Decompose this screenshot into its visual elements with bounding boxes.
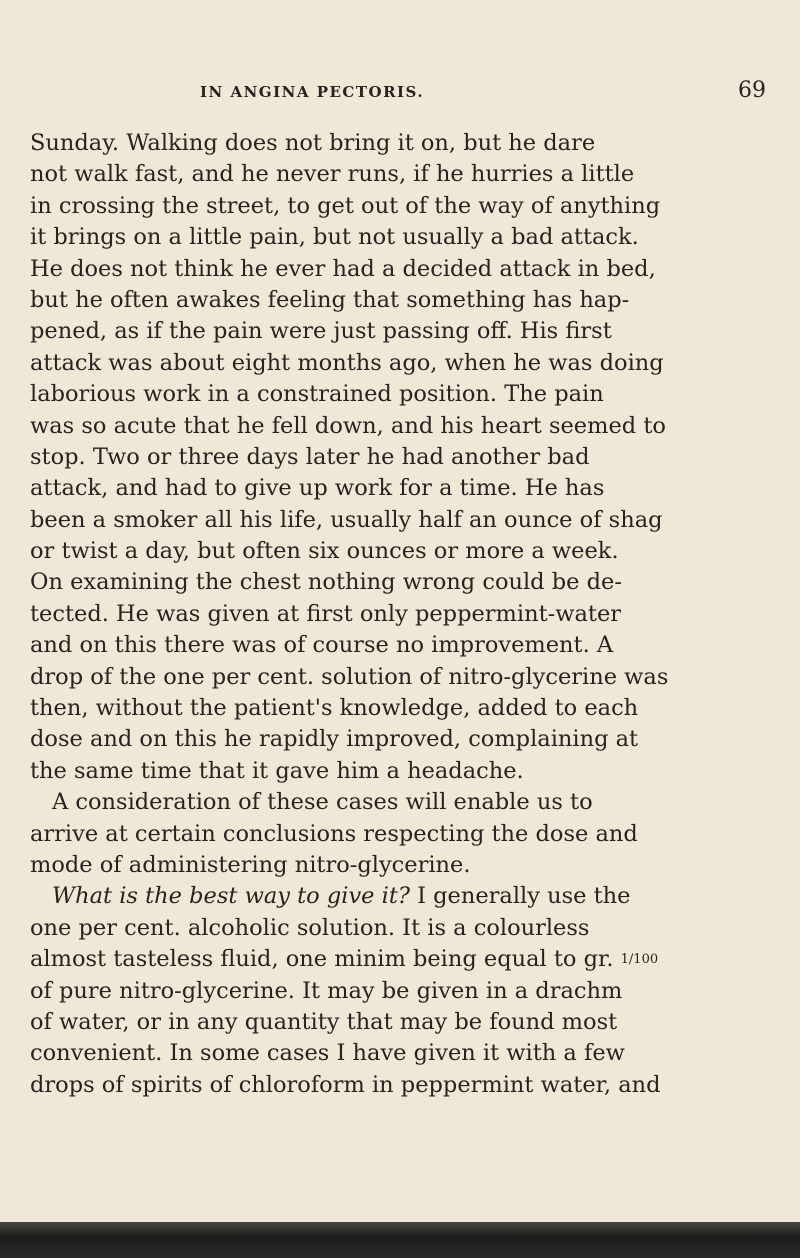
text-line: attack, and had to give up work for a time. He has bbox=[30, 475, 605, 502]
text-line: tected. He was given at first only peppermint-water bbox=[30, 600, 622, 627]
text-line: and on this there was of course no improvement. A bbox=[30, 632, 614, 659]
text-line: but he often awakes feeling that something has hap- bbox=[30, 286, 630, 313]
fraction: 1/100 bbox=[620, 952, 659, 968]
body-text bbox=[30, 128, 768, 1101]
italic-question: What is the best way to give it? bbox=[52, 883, 410, 910]
text-line: On examining the chest nothing wrong could be de- bbox=[30, 569, 622, 596]
text-line: then, without the patient's knowledge, added to each bbox=[30, 695, 639, 722]
running-head: IN ANGINA PECTORIS. bbox=[200, 83, 425, 101]
page-number: 69 bbox=[738, 78, 766, 103]
text-line: attack was about eight months ago, when he was doing bbox=[30, 349, 664, 376]
text-line: it brings on a little pain, but not usually a bad attack. bbox=[30, 224, 639, 251]
text-line: Sunday. Walking does not bring it on, but he dare bbox=[30, 130, 596, 156]
text-line: mode of administering nitro-glycerine. bbox=[30, 851, 471, 878]
text-line: He does not think he ever had a decided attack in bed, bbox=[30, 255, 656, 282]
text-line: drop of the one per cent. solution of nitro-glycerine was bbox=[30, 663, 669, 690]
scan-edge bbox=[0, 1222, 800, 1258]
text-line: not walk fast, and he never runs, if he hurries a little bbox=[30, 161, 635, 188]
text-line: the same time that it gave him a headache. bbox=[30, 757, 524, 784]
text-line: was so acute that he fell down, and his heart seemed to bbox=[30, 412, 666, 439]
text-line: laborious work in a constrained position. The pain bbox=[30, 381, 604, 408]
text-line: one per cent. alcoholic solution. It is a colourless bbox=[30, 914, 590, 941]
text-line: in crossing the street, to get out of the way of anything bbox=[30, 192, 661, 219]
text-line: been a smoker all his life, usually half an ounce of shag bbox=[30, 506, 663, 533]
text-line: drops of spirits of chloroform in peppermint water, and bbox=[30, 1071, 661, 1098]
text-line: arrive at certain conclusions respecting the dose and bbox=[30, 820, 638, 847]
text-line: almost tasteless fluid, one minim being equal to gr. 1/100 bbox=[30, 944, 768, 975]
text-line: convenient. In some cases I have given it with a few bbox=[30, 1040, 625, 1067]
text-line: pened, as if the pain were just passing off. His first bbox=[30, 318, 612, 345]
text-line: stop. Two or three days later he had another bad bbox=[30, 443, 590, 470]
text-line: of water, or in any quantity that may be found most bbox=[30, 1008, 618, 1035]
text-line: A consideration of these cases will enable us to bbox=[52, 789, 593, 816]
text-line: dose and on this he rapidly improved, complaining at bbox=[30, 726, 639, 753]
text-line: or twist a day, but often six ounces or more a week. bbox=[30, 538, 619, 565]
text-line: of pure nitro-glycerine. It may be given in a drachm bbox=[30, 977, 623, 1004]
text-line: What is the best way to give it? I generally use the bbox=[52, 883, 631, 910]
